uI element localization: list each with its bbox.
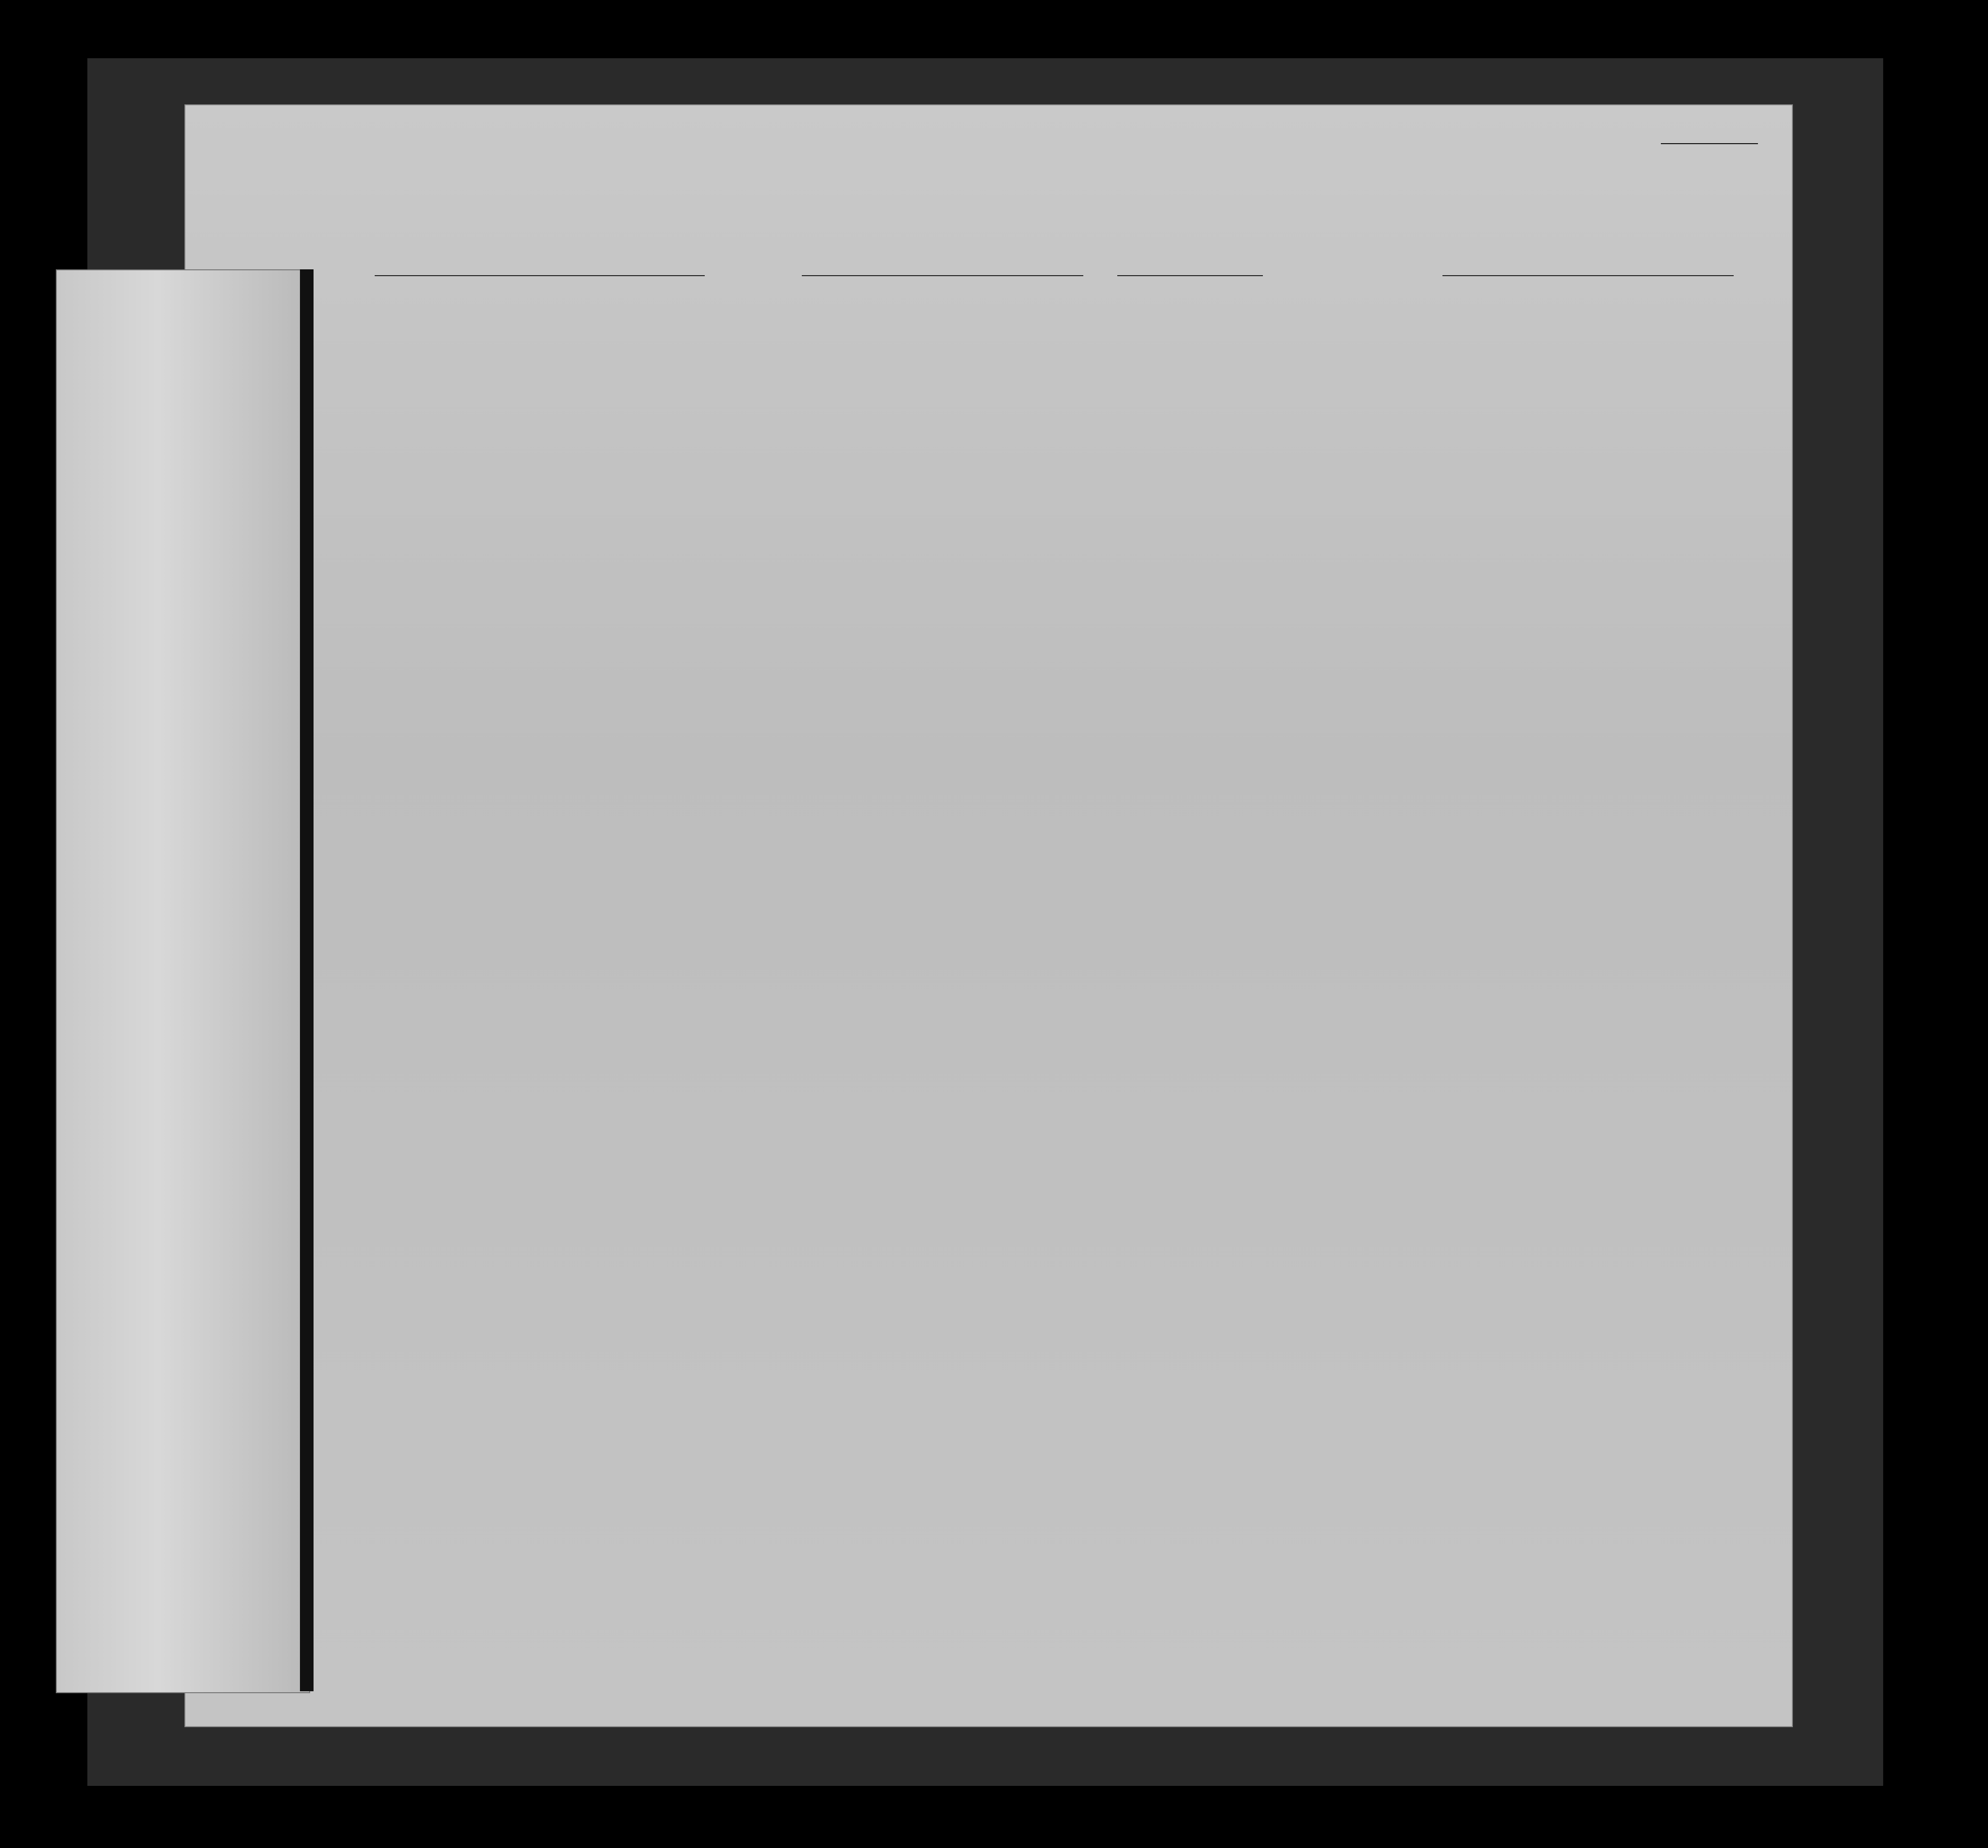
discharged-seamen-insert (56, 269, 310, 1693)
insert-grid (57, 270, 309, 1692)
table-grid (185, 105, 1792, 1726)
fold-spine (300, 269, 314, 1691)
manifest-sheet (184, 104, 1793, 1727)
